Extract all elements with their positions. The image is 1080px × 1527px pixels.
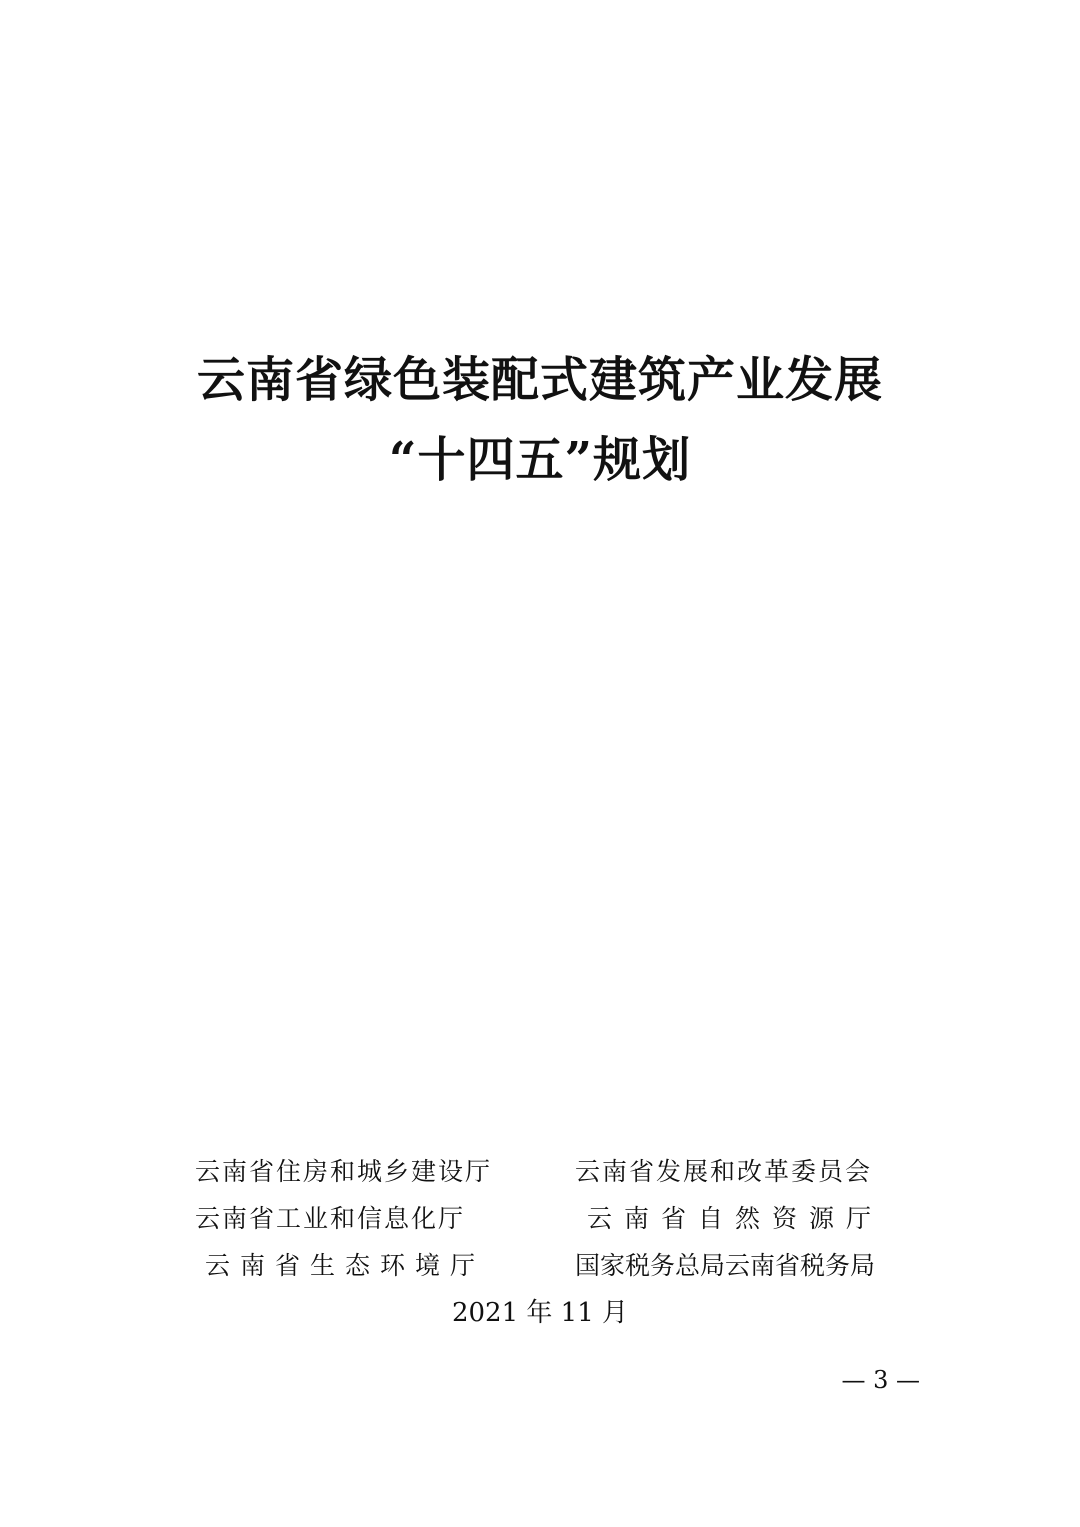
issuer-housing-dept: 云南省住房和城乡建设厅 — [195, 1157, 493, 1186]
issuer-development-commission: 云南省发展和改革委员会 — [575, 1157, 873, 1186]
issuer-natural-resources-dept: 云南省自然资源厅 — [587, 1204, 884, 1233]
issuer-ecology-dept: 云南省生态环境厅 — [205, 1251, 486, 1280]
issuer-tax-bureau: 国家税务总局云南省税务局 — [575, 1251, 876, 1280]
issuing-authorities — [195, 1150, 915, 1288]
title-line-2: “十四五”规划 — [388, 432, 692, 488]
page-number: — 3 — — [841, 1366, 920, 1394]
issuer-industry-dept: 云南省工业和信息化厅 — [195, 1204, 466, 1233]
document-title — [0, 345, 1080, 495]
issue-date: 2021 年 11 月 — [451, 1298, 629, 1328]
title-line-1: 云南省绿色装配式建筑产业发展 — [196, 352, 883, 408]
